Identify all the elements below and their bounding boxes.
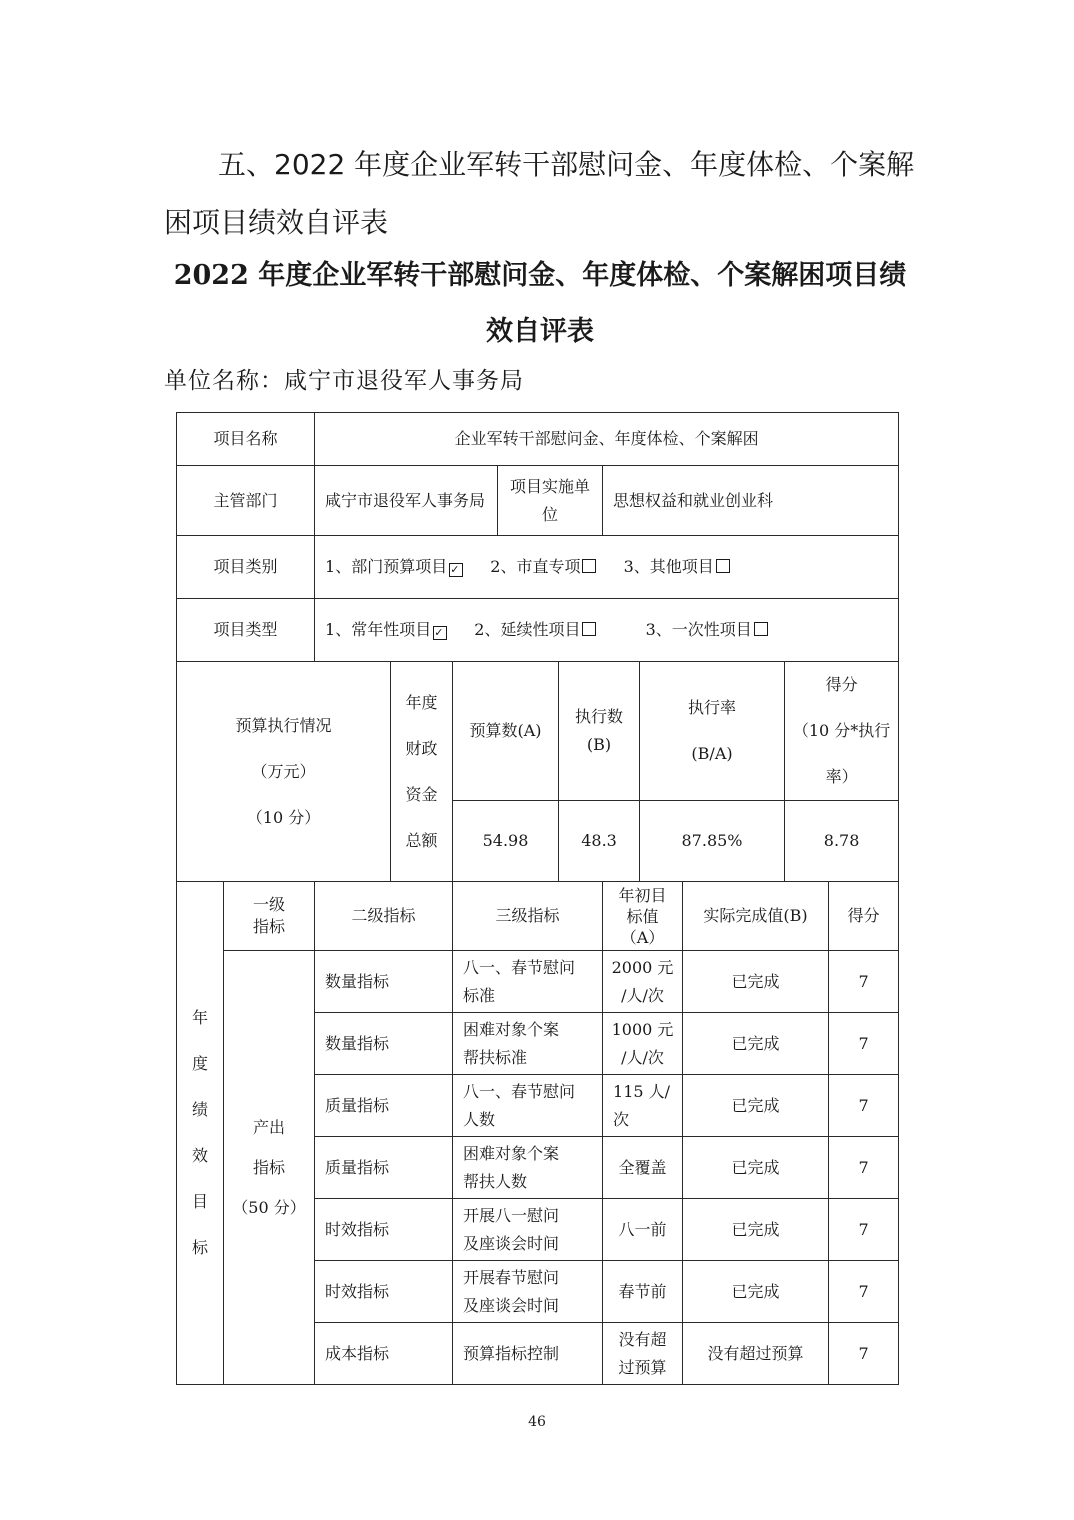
empty-box-icon [716, 559, 730, 573]
empty-box-icon [754, 622, 768, 636]
score-cell: 7 [829, 951, 899, 1013]
table-title [160, 248, 920, 360]
target-cell: 全覆盖 [603, 1137, 683, 1199]
row-score-header: 得分 [829, 882, 899, 951]
category-options [315, 536, 899, 599]
category-option-3: 3、其他项目 [623, 557, 714, 576]
type-label: 项目类型 [177, 599, 315, 662]
checked-box-icon: ✓ [449, 563, 463, 577]
actual-cell: 已完成 [683, 951, 829, 1013]
actual-header: 实际完成值(B) [683, 882, 829, 951]
table-title-line2: 效自评表 [486, 316, 594, 347]
type-option-1: 1、常年性项目 [325, 620, 432, 639]
checked-box-icon: ✓ [433, 626, 447, 640]
score-cell: 7 [829, 1199, 899, 1261]
level2-cell: 质量指标 [315, 1137, 453, 1199]
category-option-1: 1、部门预算项目 [325, 557, 448, 576]
annual-goals-side-label: 年 度 绩 效 目 标 [177, 882, 224, 1385]
actual-cell: 没有超过预算 [683, 1323, 829, 1385]
actual-cell: 已完成 [683, 1261, 829, 1323]
table-title-line1: 2022 年度企业军转干部慰问金、年度体检、个案解困项目绩 [173, 260, 907, 291]
score-value: 8.78 [785, 801, 899, 882]
target-cell: 1000 元 /人/次 [603, 1013, 683, 1075]
page-number: 46 [528, 1414, 546, 1430]
evaluation-table [176, 412, 899, 1385]
output-indicator-group: 产出 指标 （50 分） [224, 951, 315, 1385]
section-heading [164, 136, 924, 252]
score-cell: 7 [829, 1013, 899, 1075]
category-option-2: 2、市直专项 [490, 557, 581, 576]
section-heading-line2: 困项目绩效自评表 [164, 206, 389, 239]
level3-cell: 八一、春节慰问 人数 [453, 1075, 603, 1137]
score-header: 得分 （10 分*执行率） [785, 662, 899, 801]
level2-cell: 时效指标 [315, 1261, 453, 1323]
section-heading-line1: 五、2022 年度企业军转干部慰问金、年度体检、个案解 [218, 148, 915, 181]
level2-header: 二级指标 [315, 882, 453, 951]
target-cell: 春节前 [603, 1261, 683, 1323]
type-option-2: 2、延续性项目 [474, 620, 581, 639]
type-option-3: 3、一次性项目 [645, 620, 752, 639]
empty-box-icon [582, 622, 596, 636]
impl-unit-value: 思想权益和就业创业科 [603, 466, 899, 536]
level3-header: 三级指标 [453, 882, 603, 951]
actual-cell: 已完成 [683, 1075, 829, 1137]
type-options [315, 599, 899, 662]
level2-cell: 质量指标 [315, 1075, 453, 1137]
budget-label: 预算执行情况 （万元） （10 分） [177, 662, 391, 882]
target-cell: 2000 元 /人/次 [603, 951, 683, 1013]
actual-cell: 已完成 [683, 1199, 829, 1261]
level2-cell: 数量指标 [315, 951, 453, 1013]
empty-box-icon [582, 559, 596, 573]
score-cell: 7 [829, 1075, 899, 1137]
level3-cell: 开展八一慰问 及座谈会时间 [453, 1199, 603, 1261]
score-cell: 7 [829, 1261, 899, 1323]
target-cell: 八一前 [603, 1199, 683, 1261]
rate-value: 87.85% [640, 801, 785, 882]
level3-cell: 困难对象个案 帮扶标准 [453, 1013, 603, 1075]
target-cell: 115 人/ 次 [603, 1075, 683, 1137]
score-cell: 7 [829, 1323, 899, 1385]
budget-b-header: 执行数(B) [559, 662, 640, 801]
level1-header: 一级 指标 [224, 882, 315, 951]
impl-unit-label: 项目实施单位 [498, 466, 603, 536]
level2-cell: 数量指标 [315, 1013, 453, 1075]
target-cell: 没有超 过预算 [603, 1323, 683, 1385]
level2-cell: 成本指标 [315, 1323, 453, 1385]
level3-cell: 困难对象个案 帮扶人数 [453, 1137, 603, 1199]
project-name-value: 企业军转干部慰问金、年度体检、个案解困 [315, 413, 899, 466]
level2-cell: 时效指标 [315, 1199, 453, 1261]
budget-b-value: 48.3 [559, 801, 640, 882]
fund-total-label: 年度 财政 资金 总额 [391, 662, 453, 882]
actual-cell: 已完成 [683, 1013, 829, 1075]
level3-cell: 八一、春节慰问 标准 [453, 951, 603, 1013]
project-name-label: 项目名称 [177, 413, 315, 466]
budget-a-value: 54.98 [453, 801, 559, 882]
unit-name: 单位名称：咸宁市退役军人事务局 [164, 368, 524, 394]
level3-cell: 预算指标控制 [453, 1323, 603, 1385]
dept-label: 主管部门 [177, 466, 315, 536]
target-header: 年初目 标值 （A） [603, 882, 683, 951]
budget-a-header: 预算数(A) [453, 662, 559, 801]
rate-header: 执行率 (B/A) [640, 662, 785, 801]
dept-value: 咸宁市退役军人事务局 [315, 466, 498, 536]
level3-cell: 开展春节慰问 及座谈会时间 [453, 1261, 603, 1323]
actual-cell: 已完成 [683, 1137, 829, 1199]
score-cell: 7 [829, 1137, 899, 1199]
category-label: 项目类别 [177, 536, 315, 599]
